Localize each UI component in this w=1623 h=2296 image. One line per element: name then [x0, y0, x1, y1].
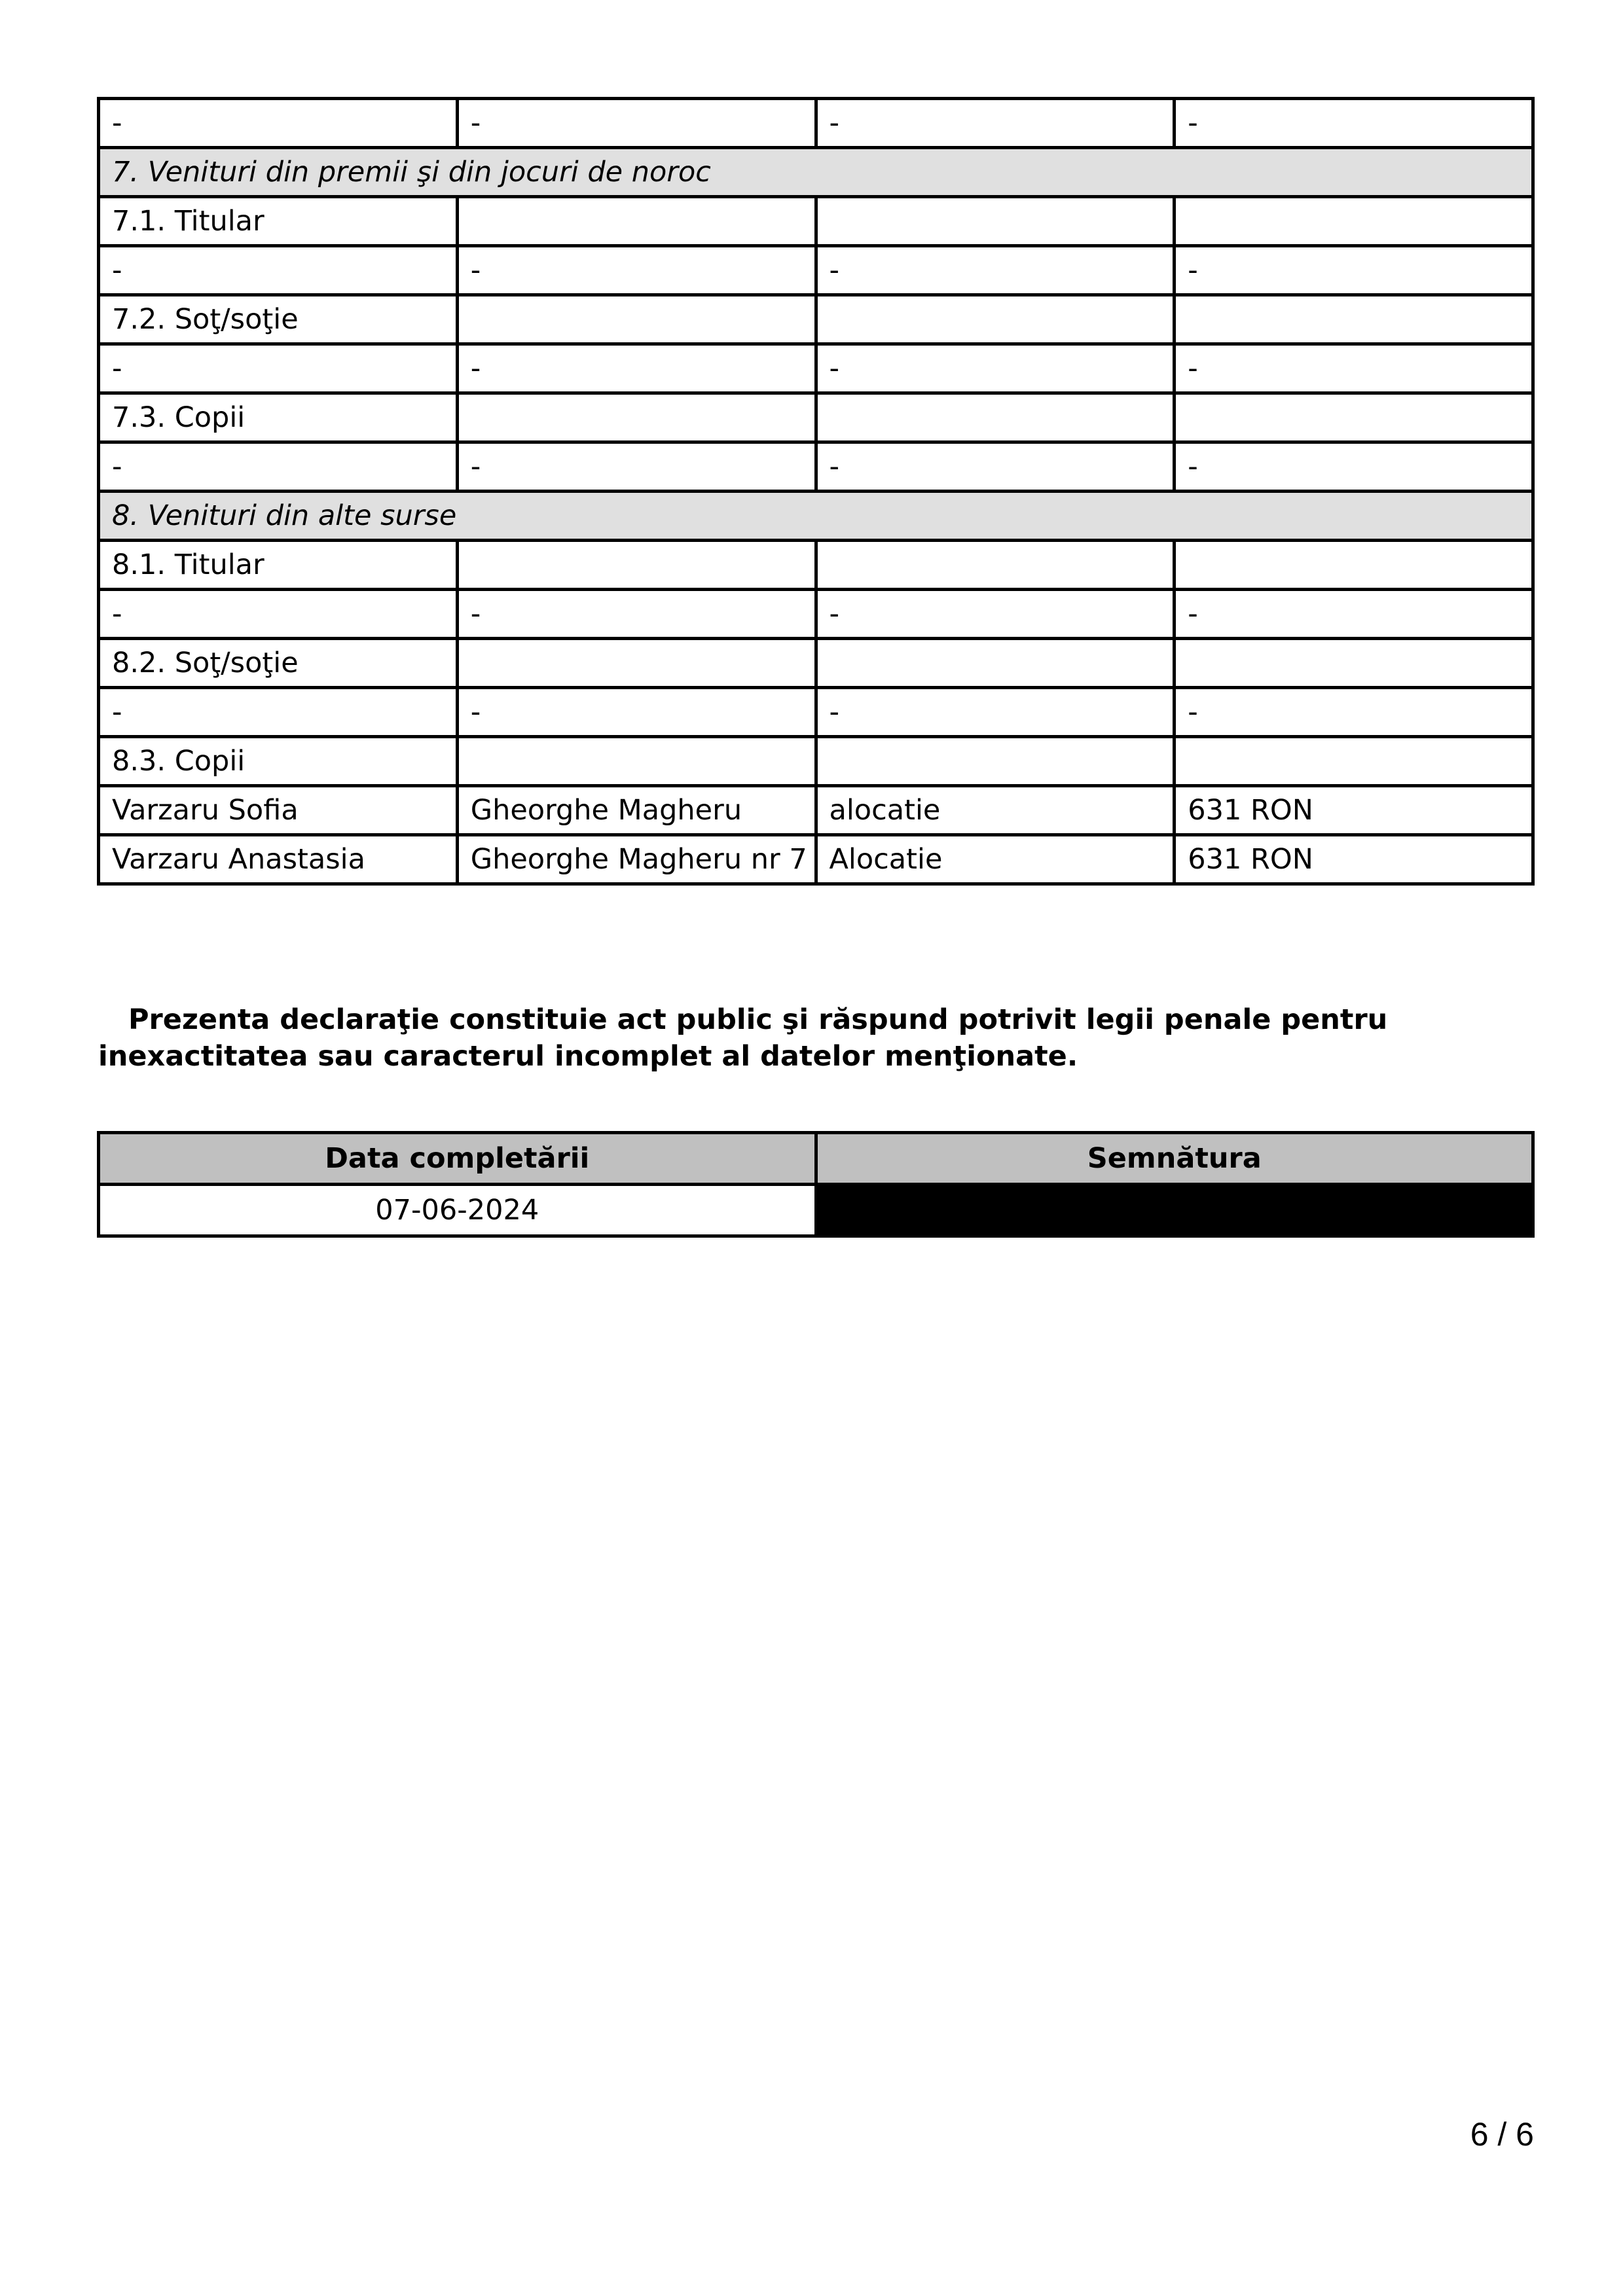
table-cell — [457, 639, 816, 688]
table-cell: - — [1175, 344, 1533, 393]
date-header: Data completării — [99, 1133, 816, 1185]
table-row — [99, 344, 1533, 393]
table-cell: Gheorghe Magheru — [457, 786, 816, 835]
signature-header: Semnătura — [816, 1133, 1533, 1185]
table-cell — [816, 197, 1175, 246]
table-cell — [1175, 639, 1533, 688]
table-cell: Alocatie — [816, 835, 1175, 884]
table-row — [99, 639, 1533, 688]
declaration-statement: Prezenta declaraţie constituie act public şi răspund potrivit legii penale pentru inexactitatea sau caracterul incomplet al datelor menţionate. — [98, 1003, 1388, 1073]
table-cell: 8.1. Titular — [99, 541, 458, 590]
table-cell: - — [457, 590, 816, 639]
table-cell: - — [457, 442, 816, 492]
table-cell — [1175, 541, 1533, 590]
table-cell: alocatie — [816, 786, 1175, 835]
table-cell: - — [99, 246, 458, 295]
table-cell: 631 RON — [1175, 835, 1533, 884]
table-cell — [457, 541, 816, 590]
table-row — [99, 295, 1533, 344]
table-cell: Gheorghe Magheru nr 7 — [457, 835, 816, 884]
table-cell — [1175, 295, 1533, 344]
table-cell: - — [457, 246, 816, 295]
table-cell — [816, 737, 1175, 786]
signature-table — [97, 1131, 1535, 1238]
table-cell: 8.3. Copii — [99, 737, 458, 786]
table-cell — [816, 393, 1175, 442]
table-cell: - — [1175, 590, 1533, 639]
table-cell: - — [99, 688, 458, 737]
table-cell: - — [816, 99, 1175, 148]
table-cell: - — [1175, 442, 1533, 492]
table-cell: - — [1175, 688, 1533, 737]
section-header-row — [99, 148, 1533, 197]
table-row — [99, 590, 1533, 639]
table-cell: 7.1. Titular — [99, 197, 458, 246]
income-table-body — [99, 99, 1533, 884]
table-cell: - — [816, 344, 1175, 393]
table-cell — [457, 393, 816, 442]
section-header-row — [99, 492, 1533, 541]
table-cell: 8.2. Soţ/soţie — [99, 639, 458, 688]
table-cell — [457, 197, 816, 246]
table-cell: Varzaru Anastasia — [99, 835, 458, 884]
table-cell: - — [457, 688, 816, 737]
table-cell: - — [99, 344, 458, 393]
table-cell: - — [1175, 246, 1533, 295]
table-cell — [816, 541, 1175, 590]
table-cell — [816, 639, 1175, 688]
table-row — [99, 786, 1533, 835]
table-cell: - — [99, 99, 458, 148]
income-table — [97, 97, 1535, 886]
table-cell: - — [816, 688, 1175, 737]
table-row — [99, 197, 1533, 246]
table-cell: - — [99, 442, 458, 492]
signature-header-row — [99, 1133, 1533, 1185]
table-cell: - — [457, 99, 816, 148]
table-cell: - — [816, 442, 1175, 492]
table-cell — [1175, 737, 1533, 786]
completion-date: 07-06-2024 — [99, 1185, 816, 1236]
table-row — [99, 541, 1533, 590]
table-cell — [816, 295, 1175, 344]
signature-redacted-box — [816, 1185, 1533, 1236]
section-title: 8. Venituri din alte surse — [99, 492, 1533, 541]
table-cell: 7.3. Copii — [99, 393, 458, 442]
table-cell — [457, 737, 816, 786]
table-cell: 7.2. Soţ/soţie — [99, 295, 458, 344]
section-title: 7. Venituri din premii şi din jocuri de noroc — [99, 148, 1533, 197]
table-cell: 631 RON — [1175, 786, 1533, 835]
table-cell — [1175, 393, 1533, 442]
table-cell: - — [99, 590, 458, 639]
table-cell: Varzaru Sofia — [99, 786, 458, 835]
table-cell — [1175, 197, 1533, 246]
table-row — [99, 442, 1533, 492]
table-cell: - — [816, 590, 1175, 639]
table-row — [99, 835, 1533, 884]
table-row — [99, 393, 1533, 442]
table-cell: - — [1175, 99, 1533, 148]
table-row — [99, 737, 1533, 786]
table-cell — [457, 295, 816, 344]
signature-value-row — [99, 1185, 1533, 1236]
table-row — [99, 246, 1533, 295]
table-row — [99, 99, 1533, 148]
table-cell: - — [457, 344, 816, 393]
page-number: 6 / 6 — [1470, 2116, 1534, 2153]
table-row — [99, 688, 1533, 737]
table-cell: - — [816, 246, 1175, 295]
